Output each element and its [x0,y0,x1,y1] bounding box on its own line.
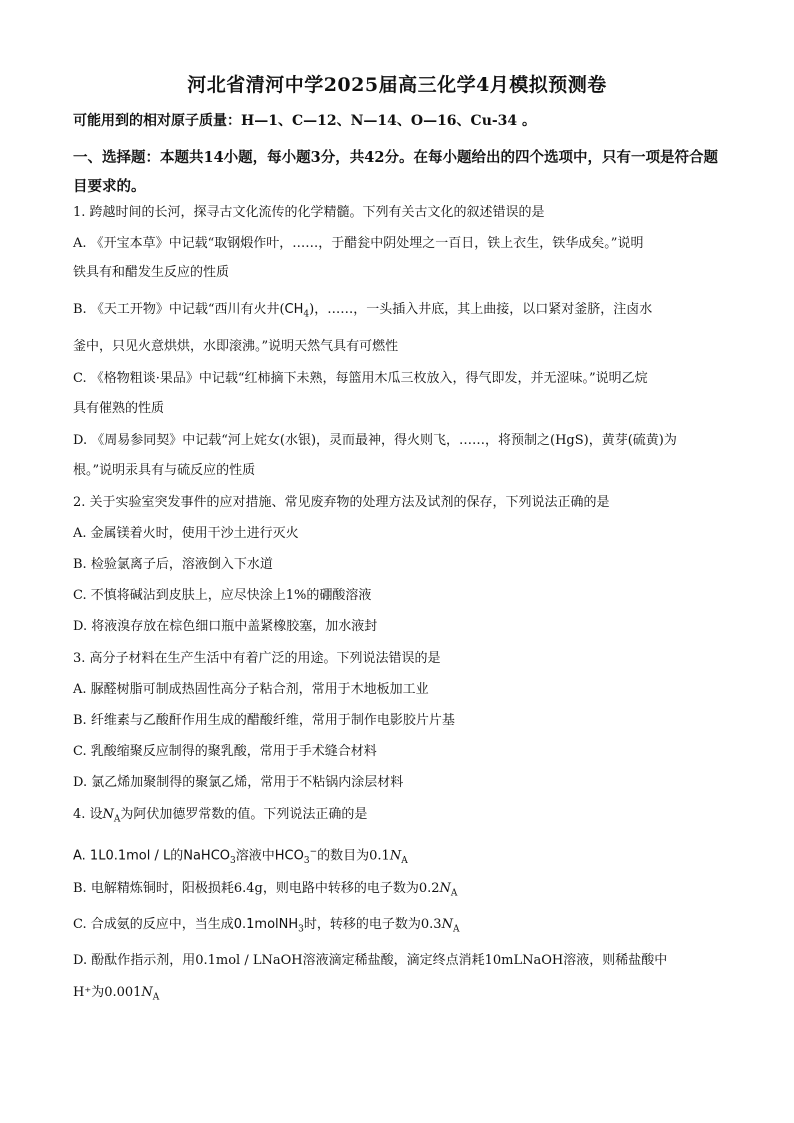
q4-c-post: 时，转移的电子数为0.3 [303,917,442,932]
question-3-option-d: D. 氯乙烯加聚制得的聚氯乙烯，常用于不粘锅内涂层材料 [73,775,404,790]
q4-stem-post: 为阿伏加德罗常数的值。下列说法正确的是 [120,807,368,822]
avogadro-symbol: N [389,848,402,864]
question-3-option-a: A. 脲醛树脂可制成热固性高分子粘合剂，常用于木地板加工业 [73,682,429,697]
q4-d-pre: H⁺为0.001 [73,985,142,1000]
q1-b-text-post: )，……，一头插入井底，其上曲接，以口紧对釜脐，注卤水 [309,302,653,317]
question-4-option-b [73,880,457,903]
question-1-option-b-line-2: 釜中，只见火意烘烘，水即滚沸。”说明天然气具有可燃性 [73,339,399,354]
question-2-stem: 2. 关于实验室突发事件的应对措施、常见废弃物的处理方法及试剂的保存，下列说法正确的是 [73,495,610,510]
question-4-stem [73,806,367,829]
question-1-option-d-line-1: D. 《周易参同契》中记载“河上姹女(水银)，灵而最神，得火则飞，……，将预制之(HgS)，黄芽(硫黄)为 [73,433,677,448]
page-title: 河北省清河中学2025届高三化学4月模拟预测卷 [187,74,607,96]
avogadro-subscript: A [450,888,458,899]
q4-stem-pre: 4. 设 [73,807,103,822]
question-4-option-d-line-2 [73,984,159,1007]
question-1-option-c-line-1: C. 《格物粗谈·果品》中记载“红柿摘下未熟，每篮用木瓜三枚放入，得气即发，并无涩味。”说明乙烷 [73,371,648,386]
question-2-option-a: A. 金属镁着火时，使用干沙土进行灭火 [73,526,299,541]
question-1-option-a-line-2: 铁具有和醋发生反应的性质 [73,265,230,280]
q4-a-post: 的数目为0.1 [317,848,390,864]
q1-b-text-pre: B. 《天工开物》中记载“西川有火井( [73,302,285,317]
q4-a-pre: A. 1L0.1mol / L的 [73,848,184,864]
bicarbonate-ion-formula: HCO [274,848,304,864]
question-2-option-b: B. 检验氯离子后，溶液倒入下水道 [73,557,273,572]
question-1-stem: 1. 跨越时间的长河，探寻古文化流传的化学精髓。下列有关古文化的叙述错误的是 [73,205,545,220]
question-1-option-d-line-2: 根。”说明汞具有与硫反应的性质 [73,463,256,478]
sodium-bicarbonate-subscript: 3 [230,855,236,866]
avogadro-subscript: A [113,814,121,825]
question-4-option-a [73,843,408,870]
avogadro-subscript: A [401,855,408,866]
question-3-stem: 3. 高分子材料在生产生活中有着广泛的用途。下列说法错误的是 [73,651,441,666]
ammonia-subscript: 3 [298,924,304,935]
q4-b-pre: B. 电解精炼铜时，阳极损耗6.4g，则电路中转移的电子数为0.2 [73,881,440,896]
question-1-option-b-line-1 [73,301,652,324]
avogadro-symbol: N [141,985,153,1000]
bicarbonate-ion-subscript: 3 [303,855,310,866]
question-3-option-b: B. 纤维素与乙酸酐作用生成的醋酸纤维，常用于制作电影胶片片基 [73,713,455,728]
question-4-option-d-line-1: D. 酚酞作指示剂，用0.1mol / LNaOH溶液滴定稀盐酸，滴定终点消耗10mLNaOH溶液，则稀盐酸中 [73,953,668,968]
ammonia-formula: 0.1molNH [233,917,299,932]
avogadro-subscript: A [452,924,460,935]
atomic-masses-note: 可能用到的相对原子质量：H—1、C—12、N—14、O—16、Cu-34 。 [73,113,537,129]
question-1-option-a-line-1: A. 《开宝本草》中记载“取钢煅作叶，……，于醋瓮中阴处埋之一百日，铁上衣生，铁华成矣。”说明 [73,236,644,251]
question-3-option-c: C. 乳酸缩聚反应制得的聚乳酸，常用于手术缝合材料 [73,744,377,759]
avogadro-symbol: N [441,917,453,932]
q4-c-pre: C. 合成氨的反应中，当生成 [73,917,234,932]
avogadro-symbol: N [439,881,451,896]
avogadro-symbol: N [102,807,114,822]
sodium-bicarbonate-formula: NaHCO [183,848,231,864]
question-4-option-c [73,916,459,939]
avogadro-subscript: A [152,992,160,1003]
question-1-option-c-line-2: 具有催熟的性质 [73,401,165,416]
bicarbonate-ion-charge: − [309,847,318,857]
question-2-option-c: C. 不慎将碱沾到皮肤上，应尽快涂上1%的硼酸溶液 [73,588,372,603]
q4-a-mid: 溶液中 [235,848,275,864]
question-2-option-d: D. 将液溴存放在棕色细口瓶中盖紧橡胶塞，加水液封 [73,619,378,634]
methane-subscript: 4 [303,309,310,320]
methane-formula: CH [284,302,304,317]
section-heading: 一、选择题：本题共14小题，每小题3分，共42分。在每小题给出的四个选项中，只有一项是符合题目要求的。 [73,149,718,195]
